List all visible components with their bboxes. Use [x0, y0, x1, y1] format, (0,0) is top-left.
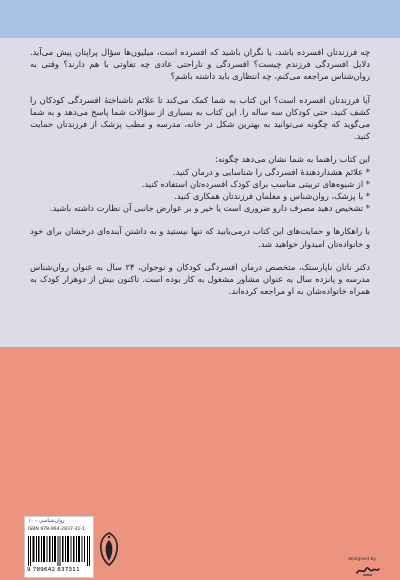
barcode-number: 9 789642 837311 [27, 567, 80, 573]
top-color-band [0, 0, 400, 38]
publisher-logo-icon [98, 532, 120, 566]
back-cover-text [30, 46, 370, 308]
barcode-icon [28, 536, 90, 566]
list-item: * تشخیص دهید مصرف دارو ضروری است یا خیر و بر عوارض جانبی آن نظارت داشته باشید. [49, 203, 370, 214]
list-item: * از شیوه‌های تربیتی مناسب برای کودک افسرده‌تان استفاده کنید. [141, 178, 370, 189]
barcode-category: روان‌شناسی – ۱۰ [28, 518, 65, 524]
list-intro: این کتاب راهنما به شما نشان می‌دهد چگونه: [215, 154, 370, 165]
designer-signature-icon [355, 563, 381, 577]
list-item: * با پزشک، روان‌شناس و معلمان فرزندتان همکاری کنید. [174, 191, 370, 202]
hope-paragraph: با راهکارها و حمایت‌های این کتاب درمی‌یابید که تنها نیستید و به داشتن آینده‌ای درخشان برای خود و خانواده‌تان امیدوار خواهید شد. [30, 226, 370, 249]
author-bio-paragraph: دکتر ناتان ناپارستک، متخصص درمان افسردگی کودکان و نوجوان، ۲۴ سال به عنوان روان‌شناس مدرسه و پانزده سال به عنوان مشاور مشغول به کار بوده است. تاکنون بیش از دوهزار کودک به همراه خانواده‌شان به او مراجعه کرده‌اند. [30, 261, 370, 297]
list-item: * علائم هشداردهندهٔ افسردگی را شناسایی و درمان کنید. [172, 166, 370, 177]
isbn-text: ISBN 978-964-2837-31-1 [28, 527, 85, 532]
intro-paragraph: چه فرزندتان افسرده باشد، یا نگران باشید که افسرده است، میلیون‌ها سؤال پراپتان پیش می‌آید. دلایل افسردگی فرزندم چیست؟ افسردگی و ناراحتی عادی چه تفاوتی با هم دارند؟ وقتی به روان‌شناس مراجعه می‌کنم، چه انتظاری باید داشته باشم؟ [30, 47, 370, 82]
barcode-panel [24, 516, 94, 578]
designed-by-label: designed by [348, 557, 377, 562]
question-paragraph: آیا فرزندتان افسرده است؟ این کتاب به شما کمک می‌کند تا علائم ناشناختهٔ افسردگی کودکان را کشف کنید، حتی کودکان سه ساله را. این کتاب به بسیاری از سؤالات شما پاسخ می‌دهد و به شما می‌گوید که چگونه می‌توانید به بهترین شکل در خانه، مدرسه و مطب پزشک از فرزندتان حمایت کنید. [30, 94, 370, 142]
benefits-list [30, 153, 370, 214]
